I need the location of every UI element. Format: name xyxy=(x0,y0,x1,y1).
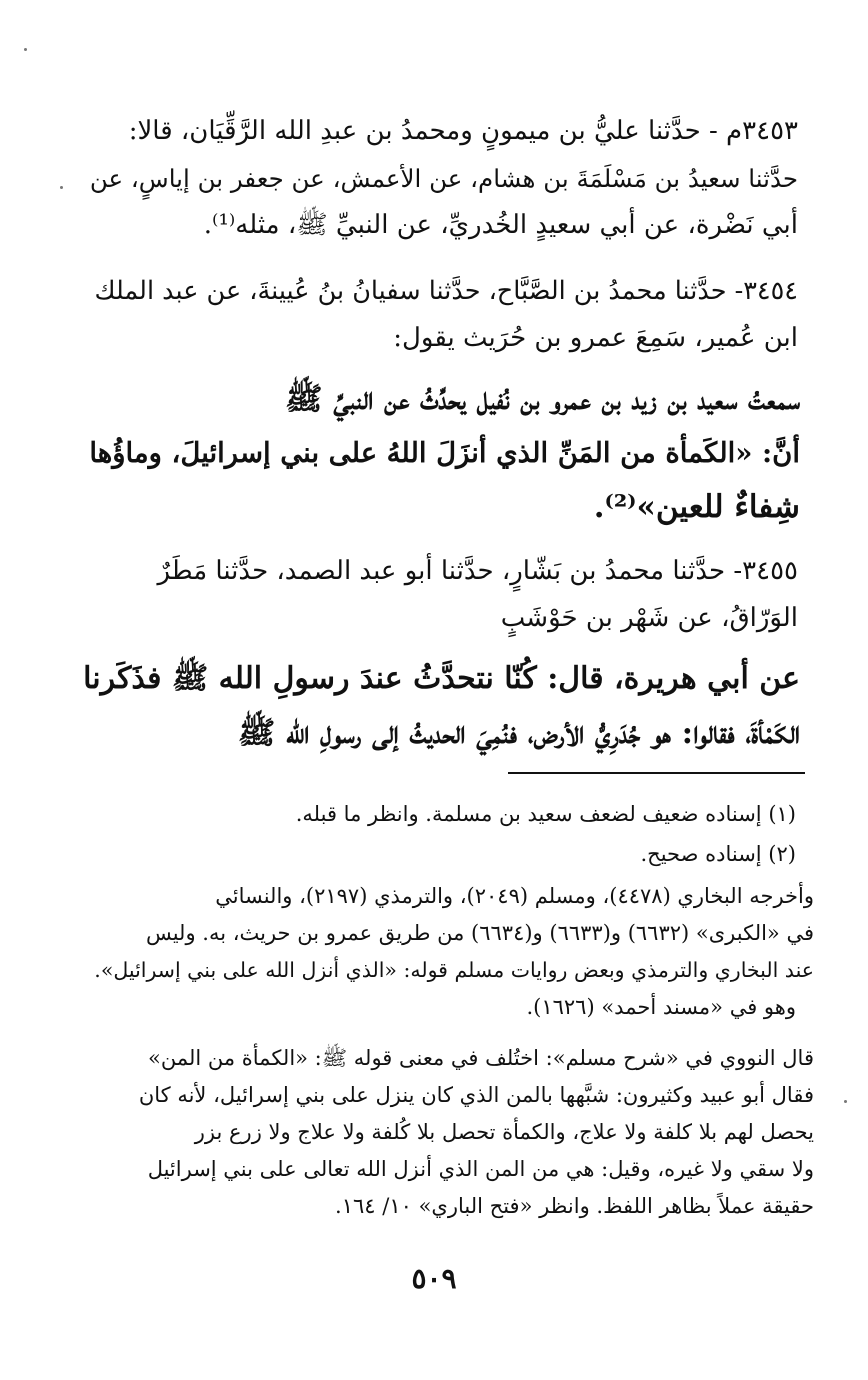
footnote-separator xyxy=(508,772,805,774)
footnote-2 xyxy=(84,836,796,873)
scan-speck xyxy=(24,48,27,51)
hadith-3454-matn xyxy=(78,372,800,534)
footnote-1 xyxy=(84,796,796,833)
takhrij-line-3: عند البخاري والترمذي وبعض روايات مسلم قوله: «الذي أنزل الله على بني إسرائيل». xyxy=(94,958,814,982)
footnote-1-text: (١) إسناده ضعيف لضعف سعيد بن مسلمة. وانظر ما قبله. xyxy=(295,802,796,826)
scan-speck xyxy=(60,186,63,189)
hadith-3453-line-3: أبي نَضْرة، عن أبي سعيدٍ الخُدريِّ، عن النبيِّ ﷺ، مثله⁽¹⁾. xyxy=(203,210,798,240)
takhrij-line-1: وأخرجه البخاري (٤٤٧٨)، ومسلم (٢٠٤٩)، والترمذي (٢١٩٧)، والنسائي xyxy=(215,884,814,908)
nawawi-line-4: ولا سقي ولا غيره، وقيل: هي من المن الذي أنزل الله تعالى على بني إسرائيل xyxy=(147,1157,814,1181)
footnote-nawawi xyxy=(84,1040,814,1225)
nawawi-line-2: فقال أبو عبيد وكثيرون: شبَّهها بالمن الذي كان ينزل على بني إسرائيل، لأنه كان xyxy=(138,1083,814,1107)
hadith-3453-line-1: ٣٤٥٣م - حدَّثنا عليُّ بن ميمونٍ ومحمدُ بن عبدِ الله الرَّقِّيَان، قالا: xyxy=(128,116,798,146)
hadith-3455-matn-line-2: الكَمْأةَ، فقالوا: هو جُدَرِيُّ الأرض، فنُمِيَ الحديثُ إلى رسولِ الله ﷺ xyxy=(237,715,800,751)
hadith-3454-matn-line-2: أنَّ: «الكَمأة من المَنِّ الذي أنزَلَ اللهُ على بني إسرائيلَ، وماؤُها xyxy=(89,437,800,469)
scan-speck xyxy=(844,1100,847,1103)
hadith-3454-isnad-line-1: ٣٤٥٤- حدَّثنا محمدُ بن الصَّبَّاح، حدَّثنا سفيانُ بنُ عُيينةَ، عن عبد الملك xyxy=(94,276,798,306)
nawawi-line-5: حقيقة عملاً بظاهر اللفظ. وانظر «فتح الباري» ١٠/ ١٦٤. xyxy=(335,1194,814,1218)
nawawi-line-3: يحصل لهم بلا كلفة ولا علاج، والكمأة تحصل بلا كُلفة ولا علاج ولا زرع بزر xyxy=(194,1120,814,1144)
takhrij-line-4: وهو في «مسند أحمد» (١٦٢٦). xyxy=(526,995,796,1019)
footnote-2-text: (٢) إسناده صحيح. xyxy=(640,842,796,866)
takhrij-line-2: في «الكبرى» (٦٦٣٢) و(٦٦٣٣) و(٦٦٣٤) من طريق عمرو بن حريث، به. وليس xyxy=(145,921,814,945)
hadith-3455-matn xyxy=(78,652,800,760)
hadith-3455-isnad xyxy=(84,548,798,642)
hadith-3455-isnad-line-1: ٣٤٥٥- حدَّثنا محمدُ بن بَشّارٍ، حدَّثنا أبو عبد الصمد، حدَّثنا مَطَرٌ xyxy=(157,556,798,586)
footnote-takhrij xyxy=(84,878,814,1026)
hadith-3455-matn-line-1: عن أبي هريرة، قال: كُنّا نتحدَّثُ عندَ رسولِ الله ﷺ فذَكَرنا xyxy=(83,661,800,696)
hadith-3454-matn-line-3: شِفاءٌ للعين»⁽²⁾. xyxy=(593,489,800,525)
nawawi-line-1: قال النووي في «شرح مسلم»: اختُلف في معنى قوله ﷺ: «الكمأة من المن» xyxy=(147,1046,814,1070)
hadith-3453 xyxy=(84,108,798,249)
hadith-3454-isnad xyxy=(84,268,798,362)
hadith-3453-line-2: حدَّثنا سعيدُ بن مَسْلَمَةَ بن هشام، عن الأعمش، عن جعفر بن إياسٍ، عن xyxy=(89,164,798,193)
hadith-3454-matn-line-1: سمعتُ سعيد بن زيد بن عمرو بن نُفيل يحدِّثُ عن النبيِّ ﷺ xyxy=(285,381,800,417)
page-number: ٥٠٩ xyxy=(411,1262,457,1295)
hadith-3455-isnad-line-2: الوَرّاقُ، عن شَهْر بن حَوْشَبٍ xyxy=(500,603,798,633)
hadith-3454-isnad-line-2: ابن عُمير، سَمِعَ عمرو بن حُرَيث يقول: xyxy=(393,323,798,353)
